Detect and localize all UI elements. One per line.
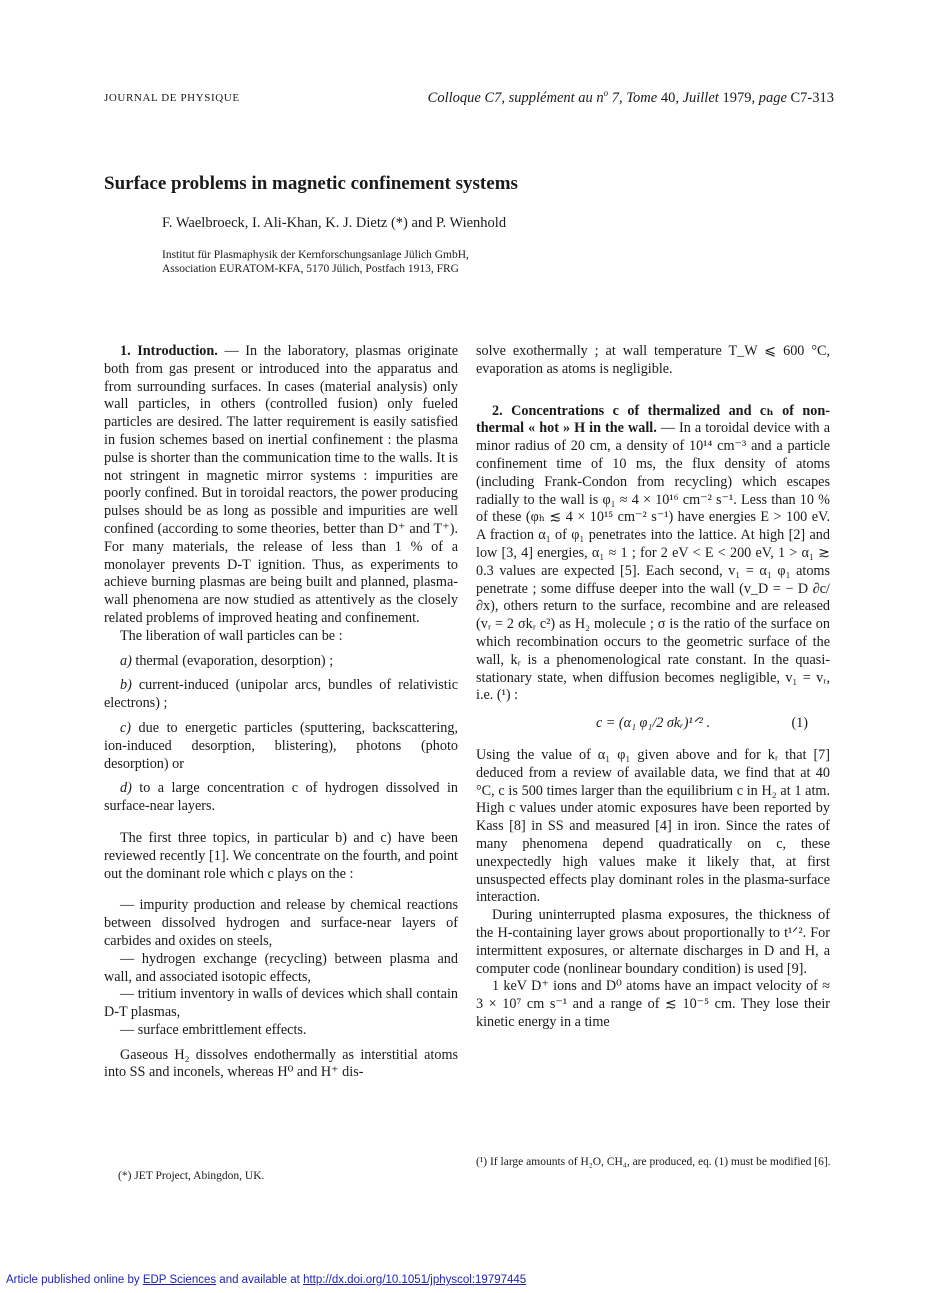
- citation-o: o: [603, 88, 609, 99]
- dash-item-4: — surface embrittlement effects.: [120, 1021, 307, 1038]
- doi-link[interactable]: http://dx.doi.org/10.1051/jphyscol:19797445: [303, 1274, 527, 1286]
- equation-number: (1): [791, 715, 808, 732]
- list-text-a: thermal (evaporation, desorption) ;: [131, 652, 334, 669]
- reviewed-paragraph: The first three topics, in particular b) and c) have been reviewed recently [1]. We concentrate on the fourth, and point out the dominant role which c plays on the :: [104, 829, 458, 882]
- list-item-c: [104, 720, 458, 773]
- dash-item-2: — hydrogen exchange (recycling) between plasma and wall, and associated isotopic effects,: [104, 950, 458, 985]
- citation-mid2: , Juillet: [675, 90, 723, 106]
- citation-line: [428, 90, 834, 107]
- gaseous-paragraph: Gaseous H₂ dissolves endothermally as interstitial atoms into SS and inconels, whereas H⁰ and H⁺ dis-: [104, 1046, 458, 1081]
- affiliation-line-2: Association EURATOM-KFA, 5170 Jülich, Postfach 1913, FRG: [162, 263, 459, 275]
- footer-mid: and available at: [216, 1274, 304, 1286]
- equation-1: [476, 715, 830, 733]
- edp-sciences-link[interactable]: EDP Sciences: [142, 1274, 217, 1286]
- citation-pre: Colloque C7, supplément au n: [427, 90, 604, 106]
- dash-item-1: — impurity production and release by chemical reactions between dissolved hydrogen and surface-near layers of carbides and oxides on steels,: [104, 897, 458, 949]
- liberation-intro: The liberation of wall particles can be :: [120, 627, 343, 644]
- right-column: [476, 343, 830, 1032]
- footer-pre: Article published online by: [6, 1274, 143, 1286]
- citation-mid3: , page: [751, 90, 791, 106]
- affiliation-line-1: Institut für Plasmaphysik der Kernforschungsanlage Jülich GmbH,: [162, 249, 469, 261]
- list-item-b: [104, 677, 458, 713]
- citation-year: 1979: [722, 90, 752, 106]
- exposure-paragraph: During uninterrupted plasma exposures, the thickness of the H-containing layer grows about proportionally to t¹ᐟ². For intermittent exposures, or alternate discharges in D and H, a computer code (nonlinear boundary condition) is used [9].: [476, 907, 830, 977]
- publisher-footer: [6, 1274, 526, 1286]
- left-column: [104, 343, 458, 1082]
- citation-mid1: 7, Tome: [608, 90, 661, 106]
- dash-item-3: — tritium inventory in walls of devices which shall contain D-T plasmas,: [104, 986, 458, 1021]
- list-text-c: due to energetic particles (sputtering, backscattering, ion-induced desorption, blistering), photons (photo desorption) or: [104, 719, 458, 772]
- list-item-d: [104, 780, 458, 816]
- list-label-b: b): [120, 677, 132, 694]
- footnote-1: (¹) If large amounts of H₂O, CH₄, are produced, eq. (1) must be modified [6].: [476, 1156, 831, 1168]
- section-2-heading: 2. Concentrations c of thermalized and cₕ of non-thermal « hot » H in the wall.: [476, 402, 830, 437]
- citation-volume: 40: [660, 90, 676, 106]
- list-text-b: current-induced (unipolar arcs, bundles of relativistic electrons) ;: [104, 677, 458, 712]
- intro-text: — In the laboratory, plasmas originate both from gas present or introduced into the apparatus and from surrounding surfaces. In cases (material analysis) only wall particles, in others (controlled fusion) only fueled particles are desired. The latter requirement is easily satisfied in fusion schemes based on inertial confinement : the plasma pulse is shorter than the communication time to the walls. It is not stringent in magnetic mirror systems : impurities are poorly confined. But in toroidal reactors, the power producing pulses should be as long as possible and impurities are well confined (according to some theories, better than D⁺ and T⁺). For many materials, the release of less than 1 % of a monolayer prevents D-T ignition. Thus, as experiments to achieve burning plasmas are being built and planned, plasma-wall phenomena are now studied as attentively as the closely related problems of improved heating and confinement.: [104, 343, 459, 626]
- using-paragraph: Using the value of α₁ φ₁ given above and for kᵣ that [7] deduced from a review of available data, we find that at 40 °C, c is 500 times larger than the equilibrium c in H₂ at 1 atm. High c values under atomic exposures have been reported by Kass [8] in SS and measured [4] in iron. Since the rates of many phenomena depend quadratically on c, these unexpectedly high values make it likely that, at first unsuspected effects play dominant roles in the plasma-surface interaction.: [476, 746, 830, 906]
- author-list: F. Waelbroeck, I. Ali-Khan, K. J. Dietz (*) and P. Wienhold: [162, 215, 507, 231]
- list-item-a: [104, 653, 458, 671]
- citation-page: C7-313: [790, 90, 834, 106]
- continuation-paragraph: solve exothermally ; at wall temperature T_W ⩽ 600 °C, evaporation as atoms is negligible.: [476, 343, 830, 377]
- list-label-a: a): [120, 652, 132, 669]
- list-label-c: c): [120, 719, 132, 736]
- section-2-text: — In a toroidal device with a minor radius of 20 cm, a density of 10¹⁴ cm⁻³ and a particle confinement time of 10 ms, the flux density of atoms (including Frank-Condon from recycling) which escapes radially to the wall is φ₁ ≈ 4 × 10¹⁶ cm⁻² s⁻¹. Less than 10 % of these (φₕ ≲ 4 × 10¹⁵ cm⁻² s⁻¹) have energies E > 100 eV. A fraction α₁ of φ₁ penetrates into the lattice. At high [2] and low [3, 4] energies, α₁ ≈ 1 ; for 2 eV < E < 200 eV, 1 > α₁ ≳ 0.3 values are expected [5]. Each second, v₁ = α₁ φ₁ atoms penetrate ; some diffuse deeper into the wall (v_D = − D ∂c/∂x), others return to the surface, recombine and are released (vᵣ = 2 σkᵣ c²) as H₂ molecule ; σ is the ratio of the surface on which recombination occurs to the geometric surface of the wall, kᵣ is a phenomenological rate constant. In the quasi-stationary state, when diffusion becomes negligible, v₁ = vᵣ, i.e. (¹) :: [476, 420, 830, 704]
- affiliation: [162, 248, 469, 276]
- journal-name: JOURNAL DE PHYSIQUE: [104, 92, 240, 104]
- section-1-heading: 1. Introduction.: [120, 343, 218, 359]
- list-text-d: to a large concentration c of hydrogen dissolved in surface-near layers.: [104, 780, 458, 815]
- list-label-d: d): [120, 780, 132, 797]
- paper-title: Surface problems in magnetic confinement systems: [104, 173, 518, 194]
- section-2-paragraph: [476, 403, 830, 706]
- impact-paragraph: 1 keV D⁺ ions and D⁰ atoms have an impact velocity of ≈ 3 × 10⁷ cm s⁻¹ and a range of ≲ 10⁻⁵ cm. They lose their kinetic energy in a time: [476, 978, 830, 1030]
- equation-body: c = (α₁ φ₁/2 σkᵣ)¹ᐟ² .: [595, 715, 711, 732]
- footnote-affiliation: (*) JET Project, Abingdon, UK.: [118, 1170, 265, 1182]
- intro-paragraph: [104, 343, 458, 628]
